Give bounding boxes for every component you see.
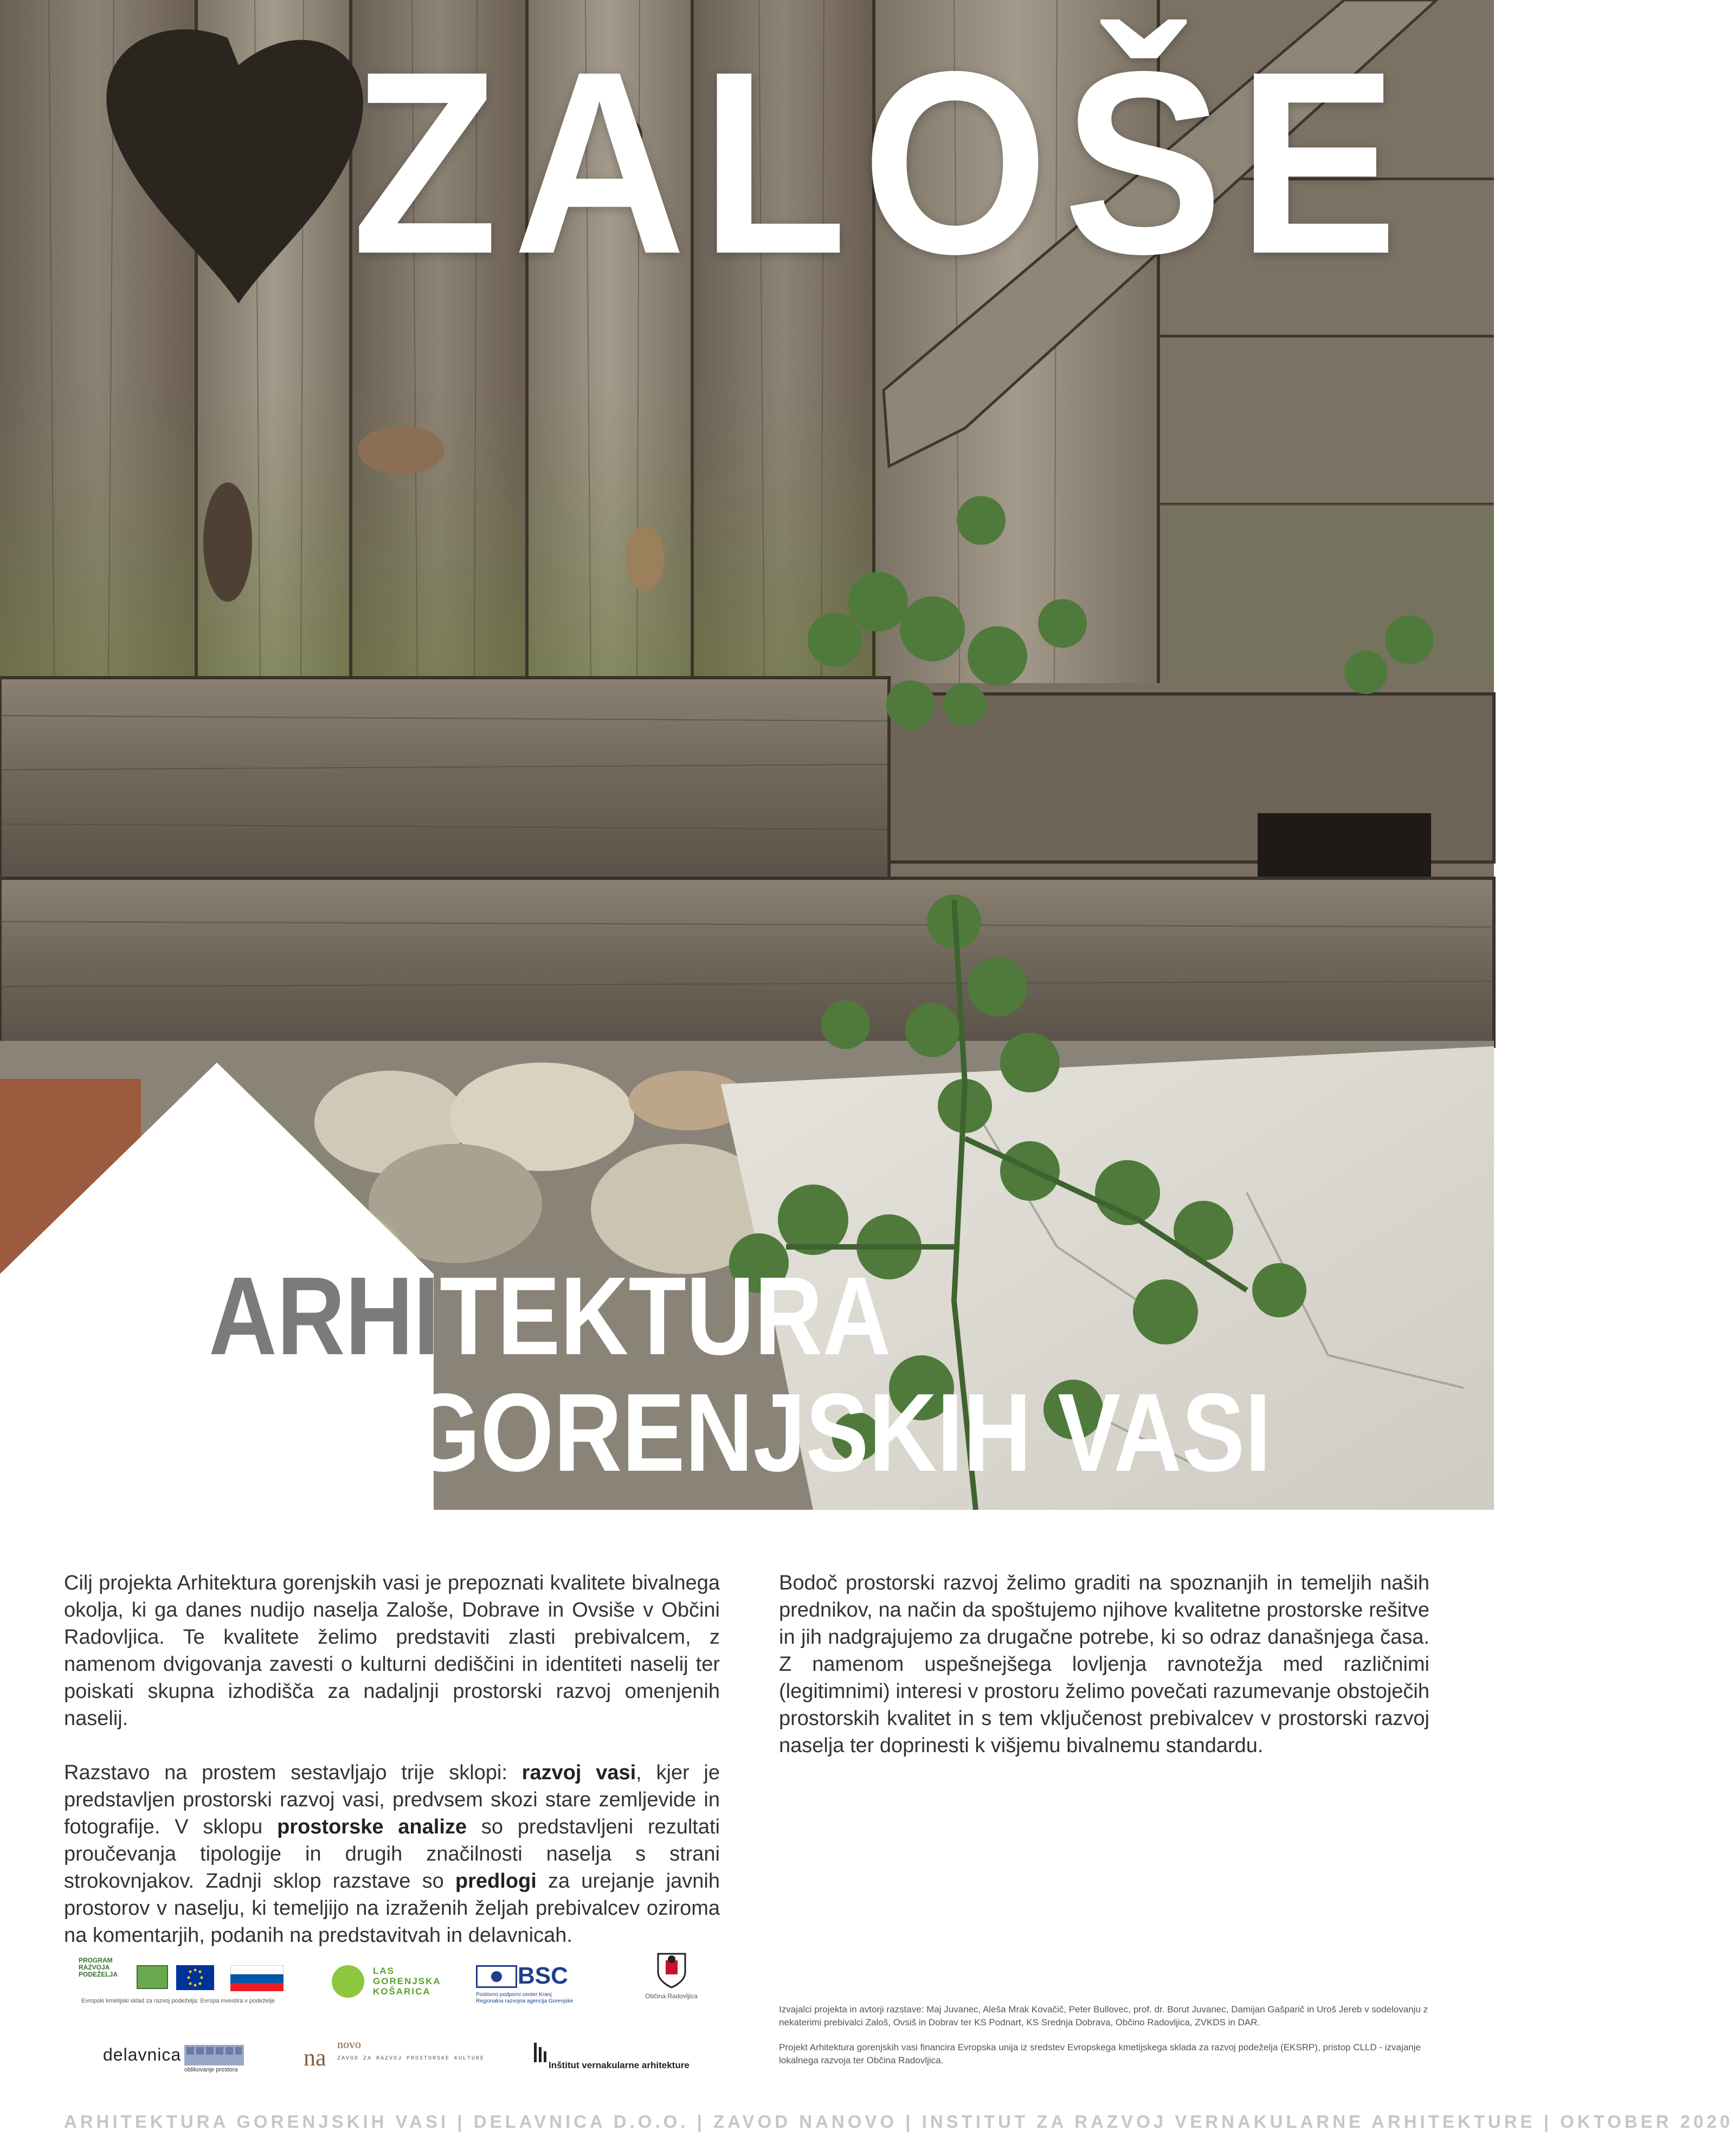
footer-line: ARHITEKTURA GORENJSKIH VASI | DELAVNICA D.O.O. | ZAVOD NANOVO | INSTITUT ZA RAZVOJ VERNAKULARNE ARHITEKTURE | OKTOBER 2020 [64,2112,1733,2132]
delavnica-tiles-icon [184,2045,244,2065]
subtitle-part-white: TEKTURA [439,1254,891,1378]
credits [779,2003,1429,2079]
slovenia-flag-icon [230,1965,284,1990]
paragraph-intro: Cilj projekta Arhitektura gorenjskih vasi je prepoznati kvalitete bivalnega okolja, ki ga danes nudijo naselja Zaloše, Dobrave in Ovsiše v Občini Radovljica. Te kvalitete želimo predstaviti zlasti prebivalcem, z namenom dvigovanja zavesti o kulturni dediščini in identiteti naselij ter poiskati skupna izhodišča za nadaljnji prostorski razvoj omenjenih naselij. [64,1572,720,1730]
poster-title: ZALOŠE [352,17,1413,308]
bsc-mark-icon [476,1965,517,1988]
text-column-right [779,1569,1429,1786]
las-gorenjska-kosarica-logo [373,1966,441,1997]
project-subtitle [209,1254,1271,1495]
las-line-2: GORENJSKA [373,1976,441,1986]
program-line-3: PODEŽELJA [79,1971,118,1978]
eu-fund-caption: Evropski kmetijski sklad za razvoj podeželja: Evropa investira v podeželje [81,1998,275,2004]
delavnica-subtitle: oblikovanje prostora [184,2067,238,2073]
bold-prostorske-analize: prostorske analize [277,1816,467,1838]
delavnica-logo: delavnica [103,2045,182,2064]
text-span: so predstavljeni rezultati proučevanja tipologije in drugih značilnosti naselja s strani strokovnjakov. Zadnji sklop razstave so [64,1816,720,1893]
las-basket-icon [332,1965,364,1998]
paragraph-future: Bodoč prostorski razvoj želimo graditi na spoznanjih in temeljih naših prednikov, na način da spoštujemo njihove kvalitetne prostorske rešitve in jih nadgrajujemo za drugačne potrebe, ki so odraz današnjega časa. Z namenom uspešnejšega lovljenja ravnotežja med različnimi (legitimnimi) interesi v prostoru želimo povečati razumevanje obstoječih prostorskih kvalitet in s tem vključenost prebivalcev v prostorski razvoj naselja ter doprinesti k višjemu bivalnemu standardu. [779,1572,1429,1757]
bsc-sub-2: Regionalna razvojna agencija Gorenjske [476,1998,574,2004]
bold-predlogi: predlogi [455,1870,537,1893]
credits-authors: Izvajalci projekta in avtorji razstave: Maj Juvanec, Aleša Mrak Kovačič, Peter Bullovec, prof. dr. Borut Juvanec, Damijan Gašparič in Uroš Jereb v sodelovanju z nekaterimi prebivalci Zaloš, Ovsiš in Dobrav ter KS Podnart, KS Srednja Dobrava, Občino Radovljica, ZVKDS in DAR. [779,2004,1428,2028]
leader-logo [137,1965,168,1989]
bold-razvoj-vasi: razvoj vasi [521,1761,636,1784]
program-line-2: RAZVOJA [79,1964,110,1971]
program-razvoja-podezelja-logo [79,1957,133,1978]
institut-mark-icon [534,2043,547,2062]
credits-funding: Projekt Arhitektura gorenjskih vasi financira Evropska unija iz sredstev Evropskega kmetijskega sklada za razvoj podeželja (EKSRP), pristop CLLD - izvajanje lokalnega razvoja ter Občina Radovljica. [779,2042,1421,2065]
program-line-1: PROGRAM [79,1957,113,1964]
institut-logo-text: Inštitut vernakularne arhitekture [549,2060,690,2070]
nanovo-subtitle: ZAVOD ZA RAZVOJ PROSTORSKE KULTURE [337,2056,485,2062]
text-span: za urejanje javnih prostorov v naselju, ki temeljijo na izraženih željah prebivalcev oziroma na komentarjih, podanih na predstavitvah in delavnicah. [64,1870,720,1947]
paragraph-exhibition [64,1759,720,1949]
obcina-radovljica-label: Občina Radovljica [645,1992,698,2000]
bsc-subtitle [476,1992,574,2005]
bsc-logo-text: BSC [518,1962,568,1989]
text-span: Razstavo na prostem sestavljajo trije sklopi: [64,1761,522,1784]
eu-flag-icon [176,1965,214,1990]
las-line-3: KOŠARICA [373,1986,431,1997]
text-span: , kjer je predstavljen prostorski razvoj vasi, predvsem skozi stare zemljevide in fotografije. V sklopu [64,1761,720,1838]
subtitle-part-grey: ARHI [209,1254,440,1378]
bsc-sub-1: Poslovno podporni center Kranj [476,1992,552,1998]
radovljica-coat-of-arms-icon [656,1952,687,1988]
text-column-left [64,1569,720,1976]
nanovo-logo-na: na [304,2044,326,2071]
nanovo-logo-novo: novo [337,2037,361,2051]
las-line-1: LAS [373,1966,395,1976]
subtitle-line-2: GORENJSKIH VASI [407,1370,1271,1495]
